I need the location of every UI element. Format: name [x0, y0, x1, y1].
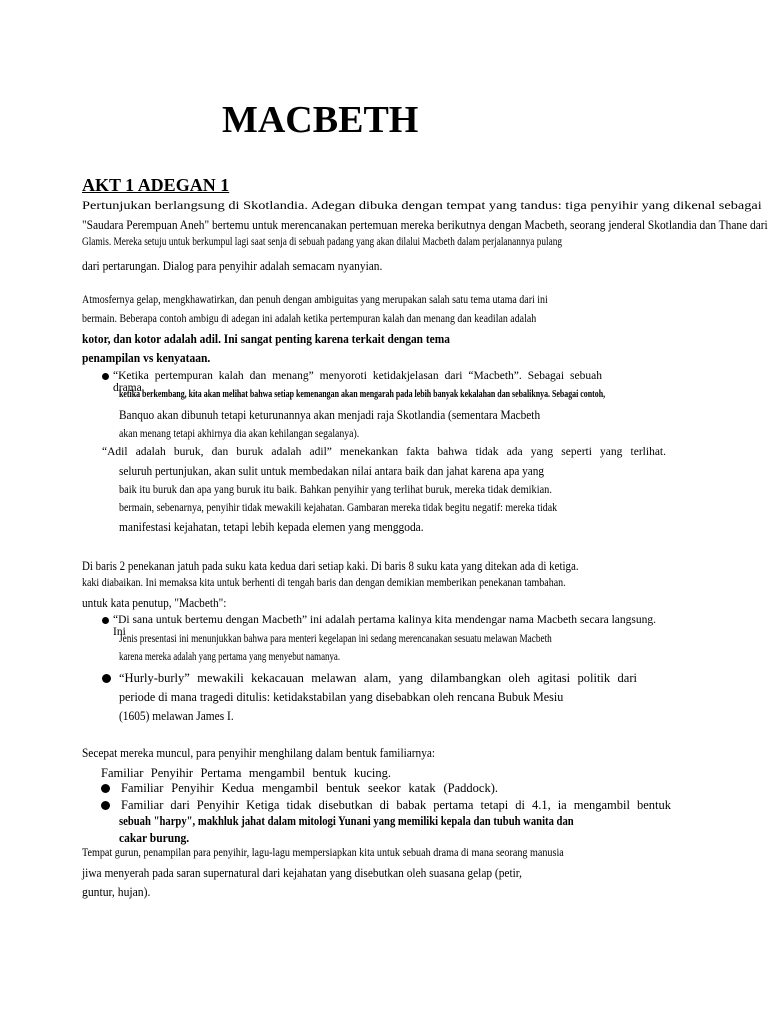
bullet-icon	[102, 373, 109, 380]
text-line: Banquo akan dibunuh tetapi keturunannya akan menjadi raja Skotlandia (sementara Macbeth	[119, 408, 541, 422]
text-line: sebuah "harpy", makhluk jahat dalam mitologi Yunani yang memiliki kepala dan tubuh wanita dan	[119, 814, 574, 828]
text-line: “Di sana untuk bertemu dengan Macbeth” ini adalah pertama kalinya kita mendengar nama Macbeth secara langsung. Ini	[113, 614, 656, 638]
text-line: akan menang tetapi akhirnya dia akan kehilangan segalanya).	[119, 428, 360, 440]
text-line: Familiar Penyihir Pertama mengambil bentuk kucing.	[101, 766, 391, 780]
bullet-icon	[101, 784, 110, 793]
text-line: penampilan vs kenyataan.	[82, 351, 211, 365]
section-heading: AKT 1 ADEGAN 1	[82, 175, 230, 195]
text-line: cakar burung.	[119, 831, 190, 845]
text-line: “Ketika pertempuran kalah dan menang” menyoroti ketidakjelasan dari “Macbeth”. Sebagai sebuah drama	[113, 370, 602, 394]
text-line: Di baris 2 penekanan jatuh pada suku kata kedua dari setiap kaki. Di baris 8 suku kata yang ditekan ada di ketiga.	[82, 559, 579, 573]
text-line: manifestasi kejahatan, tetapi lebih kepada elemen yang menggoda.	[119, 520, 424, 534]
text-line: Pertunjukan berlangsung di Skotlandia. Adegan dibuka dengan tempat yang tandus: tiga penyihir yang dikenal sebagai	[82, 200, 762, 212]
text-line: jiwa menyerah pada saran supernatural dari kejahatan yang disebutkan oleh suasana gelap (petir,	[82, 866, 522, 880]
text-line: bermain, sebenarnya, penyihir tidak mewakili kejahatan. Gambaran mereka tidak begitu negatif: mereka tidak	[119, 502, 558, 514]
text-line: baik itu buruk dan apa yang buruk itu baik. Bahkan penyihir yang terlihat buruk, mereka tidak demikian.	[119, 484, 552, 496]
text-line: Glamis. Mereka setuju untuk berkumpul lagi saat senja di sebuah padang yang akan dilalui Macbeth dalam perjalanannya pulang	[82, 236, 562, 248]
text-line: "Saudara Perempuan Aneh" bertemu untuk merencanakan pertemuan mereka berikutnya dengan Macbeth, seorang jenderal Skotlandia dan Thane dari	[82, 218, 768, 232]
text-line: Secepat mereka muncul, para penyihir menghilang dalam bentuk familiarnya:	[82, 746, 436, 760]
text-line: dari pertarungan. Dialog para penyihir adalah semacam nyanyian.	[82, 259, 383, 273]
text-line: ketika berkembang, kita akan melihat bahwa setiap kemenangan akan mengarah pada lebih banyak kekalahan dan sebaliknya. Sebagai contoh,	[119, 389, 606, 400]
text-line: untuk kata penutup, "Macbeth":	[82, 596, 227, 610]
text-line: “Hurly-burly” mewakili kekacauan melawan alam, yang dilambangkan oleh agitasi politik dari	[119, 671, 637, 685]
text-line: seluruh pertunjukan, akan sulit untuk membedakan nilai antara baik dan jahat karena apa yang	[119, 464, 545, 478]
document-title: MACBETH	[222, 99, 419, 141]
text-line: Familiar Penyihir Kedua mengambil bentuk seekor katak (Paddock).	[121, 781, 498, 795]
text-line: Jenis presentasi ini menunjukkan bahwa para menteri kegelapan ini sedang merencanakan sesuatu melawan Macbeth	[119, 633, 552, 645]
text-line: periode di mana tragedi ditulis: ketidakstabilan yang disebabkan oleh rencana Bubuk Mesiu	[119, 690, 564, 704]
text-line: kaki diabaikan. Ini memaksa kita untuk berhenti di tengah baris dan dengan demikian memberikan penekanan tambahan.	[82, 577, 566, 589]
bullet-icon	[102, 617, 109, 624]
text-line: (1605) melawan James I.	[119, 709, 234, 723]
text-line: Familiar dari Penyihir Ketiga tidak disebutkan di babak pertama tetapi di 4.1, ia mengambil bentuk	[121, 798, 671, 812]
bullet-icon	[101, 801, 110, 810]
bullet-icon	[102, 674, 111, 683]
text-line: “Adil adalah buruk, dan buruk adalah adil” menekankan fakta bahwa tidak ada yang seperti yang terlihat.	[102, 446, 666, 458]
text-line: karena mereka adalah yang pertama yang menyebut namanya.	[119, 651, 341, 663]
text-line: kotor, dan kotor adalah adil. Ini sangat penting karena terkait dengan tema	[82, 332, 450, 346]
text-line: Atmosfernya gelap, mengkhawatirkan, dan penuh dengan ambiguitas yang merupakan salah satu tema utama dari ini	[82, 294, 548, 306]
text-line: guntur, hujan).	[82, 885, 151, 899]
text-line: bermain. Beberapa contoh ambigu di adegan ini adalah ketika pertempuran kalah dan menang dan keadilan adalah	[82, 313, 537, 325]
text-line: Tempat gurun, penampilan para penyihir, lagu-lagu mempersiapkan kita untuk sebuah drama di mana seorang manusia	[82, 847, 564, 859]
